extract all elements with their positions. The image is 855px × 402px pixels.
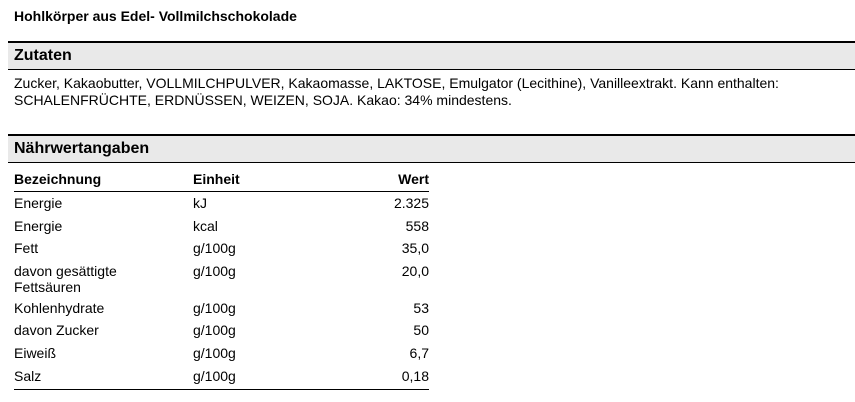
row-value: 50 bbox=[413, 322, 429, 338]
row-value: 35,0 bbox=[401, 240, 429, 256]
row-value: 0,18 bbox=[401, 368, 429, 384]
nutrition-header-rule bbox=[8, 162, 855, 163]
row-value: 20,0 bbox=[401, 263, 429, 279]
row-value: 558 bbox=[405, 218, 429, 234]
product-title: Hohlkörper aus Edel- Vollmilchschokolade bbox=[14, 8, 297, 24]
ingredients-section-header bbox=[8, 41, 855, 69]
nutrition-section-header bbox=[8, 134, 855, 162]
row-name bbox=[14, 263, 184, 295]
ingredients-text bbox=[14, 75, 849, 109]
row-value: 6,7 bbox=[409, 345, 429, 361]
row-name-line-1: davon gesättigte bbox=[14, 263, 117, 279]
row-unit: g/100g bbox=[193, 263, 236, 279]
row-unit: g/100g bbox=[193, 300, 236, 316]
column-header-unit: Einheit bbox=[193, 171, 240, 187]
row-name: davon Zucker bbox=[14, 322, 99, 338]
nutrition-heading: Nährwertangaben bbox=[14, 140, 150, 157]
row-unit: kcal bbox=[193, 218, 218, 234]
table-header-rule bbox=[14, 191, 429, 192]
ingredients-heading: Zutaten bbox=[14, 47, 72, 64]
row-name-line-2: Fettsäuren bbox=[14, 279, 81, 295]
row-name: Salz bbox=[14, 368, 42, 384]
row-value: 2.325 bbox=[393, 195, 429, 211]
row-unit: g/100g bbox=[193, 345, 236, 361]
table-bottom-rule bbox=[14, 389, 429, 390]
row-name: Eiweiß bbox=[14, 345, 57, 361]
row-unit: g/100g bbox=[193, 322, 236, 338]
ingredients-line-1: Zucker, Kakaobutter, VOLLMILCHPULVER, Kakaomasse, LAKTOSE, Emulgator (Lecithine), Vanilleextrakt. Kann enthalten: bbox=[14, 75, 779, 91]
row-unit: kJ bbox=[193, 195, 207, 211]
column-header-name: Bezeichnung bbox=[14, 171, 102, 187]
row-name: Fett bbox=[14, 240, 39, 256]
row-unit: g/100g bbox=[193, 240, 236, 256]
ingredients-line-2: SCHALENFRÜCHTE, ERDNÜSSEN, WEIZEN, SOJA. Kakao: 34% mindestens. bbox=[14, 92, 512, 108]
row-name: Energie bbox=[14, 195, 63, 211]
row-name: Kohlenhydrate bbox=[14, 300, 105, 316]
column-header-value: Wert bbox=[398, 171, 429, 187]
row-value: 53 bbox=[413, 300, 429, 316]
ingredients-header-rule bbox=[8, 69, 855, 70]
row-unit: g/100g bbox=[193, 368, 236, 384]
row-name: Energie bbox=[14, 218, 63, 234]
